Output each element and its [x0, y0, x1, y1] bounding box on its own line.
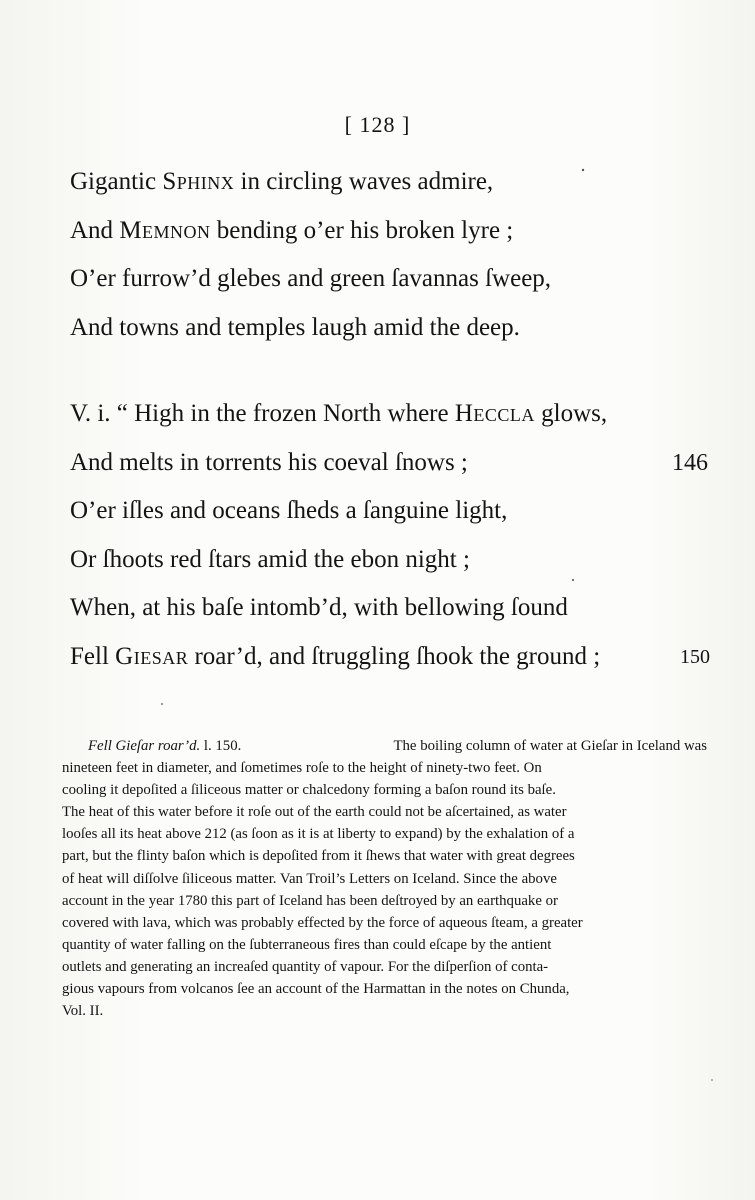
footnote-text: quantity of water falling on the ſubterraneous fires than could eſcape by the antient — [62, 936, 552, 953]
verse-line — [70, 207, 710, 256]
footnote-text: account in the year 1780 this part of Iceland has been deſtroyed by an earthquake or — [62, 892, 558, 909]
footnote-line — [62, 735, 707, 757]
footnote-text: nineteen feet in diameter, and ſometimes roſe to the height of ninety-two feet. On — [62, 760, 542, 777]
footnote-line — [62, 823, 707, 845]
verse-text: O’er furrow’d glebes and green ſavannas ſweep, — [70, 265, 552, 292]
footnote-line — [62, 956, 707, 978]
verse-line — [70, 255, 710, 304]
footnote-line — [62, 912, 707, 934]
verse-text-end: roar’d, and ſtruggling ſhook the ground ; — [188, 642, 601, 670]
footnote-line — [62, 1000, 707, 1022]
verse-line — [70, 487, 710, 536]
footnote-text: gious vapours from volcanos ſee an account of the Harmattan in the notes on Chunda, — [62, 981, 570, 998]
verse-line-number: 150 — [680, 645, 710, 668]
verse-line — [70, 633, 710, 682]
verse-line — [70, 390, 710, 439]
footnote-text: Vol. II. — [62, 1003, 104, 1020]
footnote-text: covered with lava, which was probably effected by the force of aqueous ſteam, a greater — [62, 914, 583, 931]
verse-text: O’er iſles and oceans ſheds a ſanguine light, — [70, 497, 508, 524]
verse-text: When, at his baſe intomb’d, with bellowing ſound — [70, 594, 568, 621]
verse-text-end: in circling waves admire, — [234, 168, 494, 195]
verse-line-number: 146 — [672, 449, 708, 476]
page-number: [ 128 ] — [344, 112, 411, 137]
footnote-line-number: l. 150. — [200, 738, 242, 754]
verse-text-end: glows, — [534, 400, 608, 427]
verse-text: And — [70, 216, 120, 244]
footnote-text: cooling it depoſited a ſiliceous matter or chalcedony forming a baſon round its baſe. — [62, 782, 556, 799]
stanza-first — [70, 158, 710, 352]
footnote-text: outlets and generating an increaſed quantity of vapour. For the diſperſion of conta- — [62, 958, 549, 975]
footnote — [62, 735, 707, 1022]
footnote-line — [62, 845, 707, 867]
verse-text: Fell — [70, 642, 116, 670]
footnote-text: The boiling column of water at Gieſar in Iceland was — [393, 738, 707, 754]
verse-text: Gigantic — [70, 168, 163, 195]
verse-line — [70, 584, 710, 633]
verse-line — [70, 439, 710, 488]
footnote-line — [62, 978, 707, 1000]
verse-proper-name: Giesar — [115, 642, 189, 670]
verse-line — [70, 158, 710, 207]
verse-line — [70, 304, 710, 353]
verse-text-end: bending o’er his broken lyre ; — [210, 216, 514, 244]
footnote-line — [62, 868, 707, 890]
footnote-line — [62, 934, 707, 956]
verse-line — [70, 536, 710, 585]
footnote-line — [62, 890, 707, 912]
footnote-text: part, but the flinty baſon which is depoſited from it ſhews that water with great degrees — [62, 848, 575, 865]
footnote-line — [62, 801, 707, 823]
verse-proper-name: Memnon — [119, 216, 211, 244]
footnote-text: of heat will diſſolve ſiliceous matter. Van Troil’s Letters on Iceland. Since the above — [62, 870, 557, 887]
stanza-second — [70, 390, 710, 681]
verse-text: V. i. “ High in the frozen North where — [70, 400, 455, 427]
verse-text: And towns and temples laugh amid the deep. — [70, 313, 520, 341]
footnote-line — [62, 779, 707, 801]
verse-proper-name: Sphinx — [162, 168, 235, 195]
footnote-text: looſes all its heat above 212 (as ſoon as it is at liberty to expand) by the exhalation of a — [62, 826, 575, 843]
verse-text: And melts in torrents his coeval ſnows ; — [70, 448, 468, 476]
footnote-line — [62, 757, 707, 779]
footnote-reference: Fell Gieſar roar’d. — [88, 738, 201, 754]
verse-text: Or ſhoots red ſtars amid the ebon night ; — [70, 545, 470, 573]
verse-proper-name: Heccla — [454, 400, 535, 427]
footnote-text: The heat of this water before it roſe out of the earth could not be aſcertained, as water — [62, 804, 567, 821]
